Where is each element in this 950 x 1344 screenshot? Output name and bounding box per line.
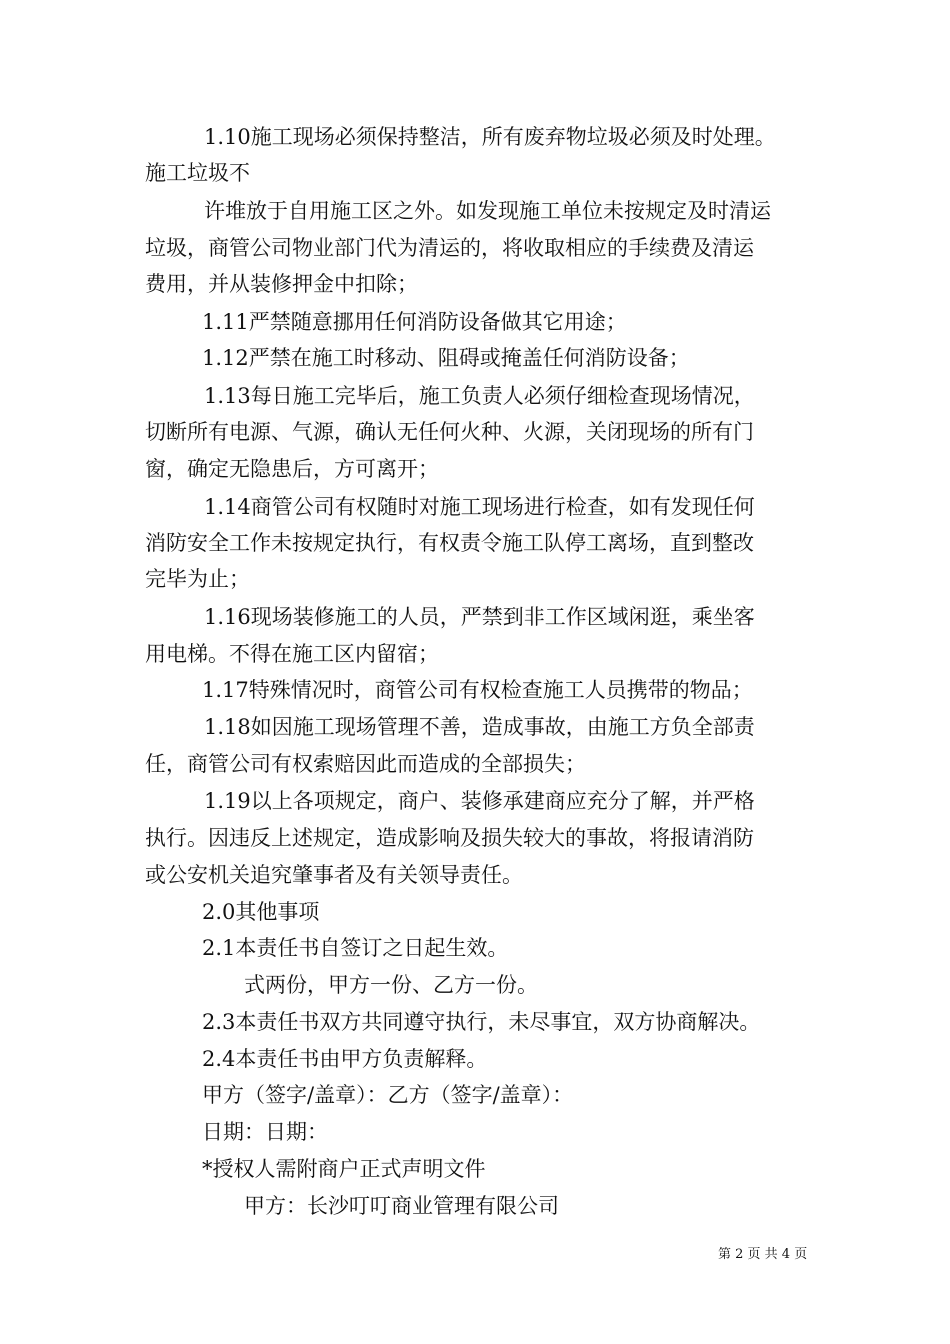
text-line: 消防安全工作未按规定执行，有权责令施工队停工离场，直到整改 xyxy=(145,531,754,555)
text-line: 2.4本责任书由甲方负责解释。 xyxy=(202,1047,488,1071)
note-line: *授权人需附商户正式声明文件 xyxy=(202,1157,486,1181)
text-line: 1.16现场装修施工的人员，严禁到非工作区域闲逛，乘坐客 xyxy=(204,605,755,629)
section-heading: 2.0其他事项 xyxy=(202,900,320,924)
text-line: 式两份，甲方一份、乙方一份。 xyxy=(244,973,538,997)
text-line: 任，商管公司有权索赔因此而造成的全部损失； xyxy=(145,752,586,776)
text-line: 1.19以上各项规定，商户、装修承建商应充分了解，并严格 xyxy=(204,789,755,813)
party-line: 甲方：长沙叮叮商业管理有限公司 xyxy=(244,1194,559,1218)
text-line: 1.17特殊情况时，商管公司有权检查施工人员携带的物品； xyxy=(202,678,753,702)
text-line: 许堆放于自用施工区之外。如发现施工单位未按规定及时清运 xyxy=(204,199,771,223)
text-line: 1.18如因施工现场管理不善，造成事故，由施工方负全部责 xyxy=(204,715,755,739)
text-line: 完毕为止； xyxy=(145,567,250,591)
text-line: 窗，确定无隐患后，方可离开； xyxy=(145,457,439,481)
text-line: 1.14商管公司有权随时对施工现场进行检查，如有发现任何 xyxy=(204,495,755,519)
date-line: 日期：日期： xyxy=(202,1120,328,1144)
text-line: 2.3本责任书双方共同遵守执行，未尽事宜，双方协商解决。 xyxy=(202,1010,761,1034)
text-line: 1.12严禁在施工时移动、阻碍或掩盖任何消防设备； xyxy=(202,346,690,370)
text-line: 1.11严禁随意挪用任何消防设备做其它用途； xyxy=(202,310,627,334)
text-line: 或公安机关追究肇事者及有关领导责任。 xyxy=(145,863,523,887)
text-line: 执行。因违反上述规定，造成影响及损失较大的事故，将报请消防 xyxy=(145,826,754,850)
text-line: 费用，并从装修押金中扣除； xyxy=(145,272,418,296)
text-line: 2.1本责任书自签订之日起生效。 xyxy=(202,936,509,960)
text-line: 垃圾，商管公司物业部门代为清运的，将收取相应的手续费及清运 xyxy=(145,236,754,260)
signature-line: 甲方（签字/盖章）：乙方（签字/盖章）： xyxy=(202,1083,574,1107)
page-number: 第 2 页 共 4 页 xyxy=(718,1247,808,1262)
text-line: 用电梯。不得在施工区内留宿； xyxy=(145,642,439,666)
text-line: 切断所有电源、气源，确认无任何火种、火源，关闭现场的所有门 xyxy=(145,420,754,444)
text-line: 施工垃圾不 xyxy=(145,161,250,185)
text-line: 1.13每日施工完毕后，施工负责人必须仔细检查现场情况， xyxy=(204,384,755,408)
text-line: 1.10施工现场必须保持整洁，所有废弃物垃圾必须及时处理。 xyxy=(204,125,776,149)
